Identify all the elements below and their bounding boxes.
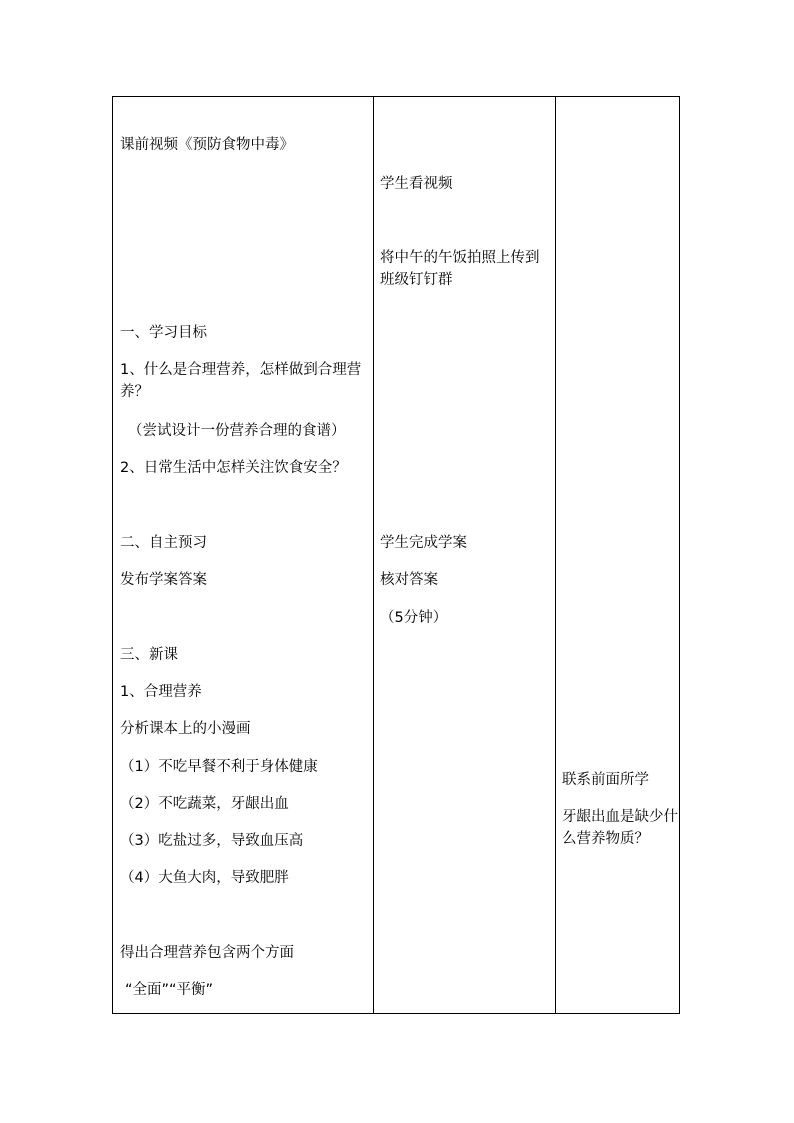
pre-class-video: 课前视频《预防食物中毒》 [120,137,294,153]
self-study-heading: 二、自主预习 [120,535,207,551]
learning-goal-2: 2、日常生活中怎样关注饮食安全？ [120,460,347,476]
time-note: （5分钟） [380,610,448,626]
gum-bleeding-question: 牙龈出血是缺少什么营养物质？ [562,809,678,847]
connect-prior-learning: 联系前面所学 [562,772,649,788]
comic-item-4: （4）大鱼大肉，导致肥胖 [120,870,289,886]
new-lesson-heading: 三、新课 [120,647,178,663]
learning-goal-1: 1、什么是合理营养，怎样做到合理营养？ [120,362,362,400]
self-study-item: 发布学案答案 [120,572,207,588]
check-answers: 核对答案 [380,572,438,588]
conclusion-text: 得出合理营养包含两个方面 [120,945,294,961]
column-divider-2 [555,97,556,1013]
comic-item-3: （3）吃盐过多，导致血压高 [120,833,304,849]
comic-item-1: （1）不吃早餐不利于身体健康 [120,759,318,775]
upload-lunch-photo: 将中午的午饭拍照上传到班级钉钉群 [380,250,540,288]
two-aspects: “全面”“平衡” [125,982,214,998]
student-watch-video: 学生看视频 [380,176,453,192]
comic-intro: 分析课本上的小漫画 [120,721,251,737]
learning-goals-heading: 一、学习目标 [120,325,207,341]
lesson-plan-table [112,96,680,1014]
nutrition-heading: 1、合理营养 [120,684,202,700]
comic-item-2: （2）不吃蔬菜，牙龈出血 [120,796,289,812]
learning-goal-1-note: （尝试设计一份营养合理的食谱） [128,423,346,439]
column-divider-1 [373,97,374,1013]
student-complete-case: 学生完成学案 [380,535,467,551]
